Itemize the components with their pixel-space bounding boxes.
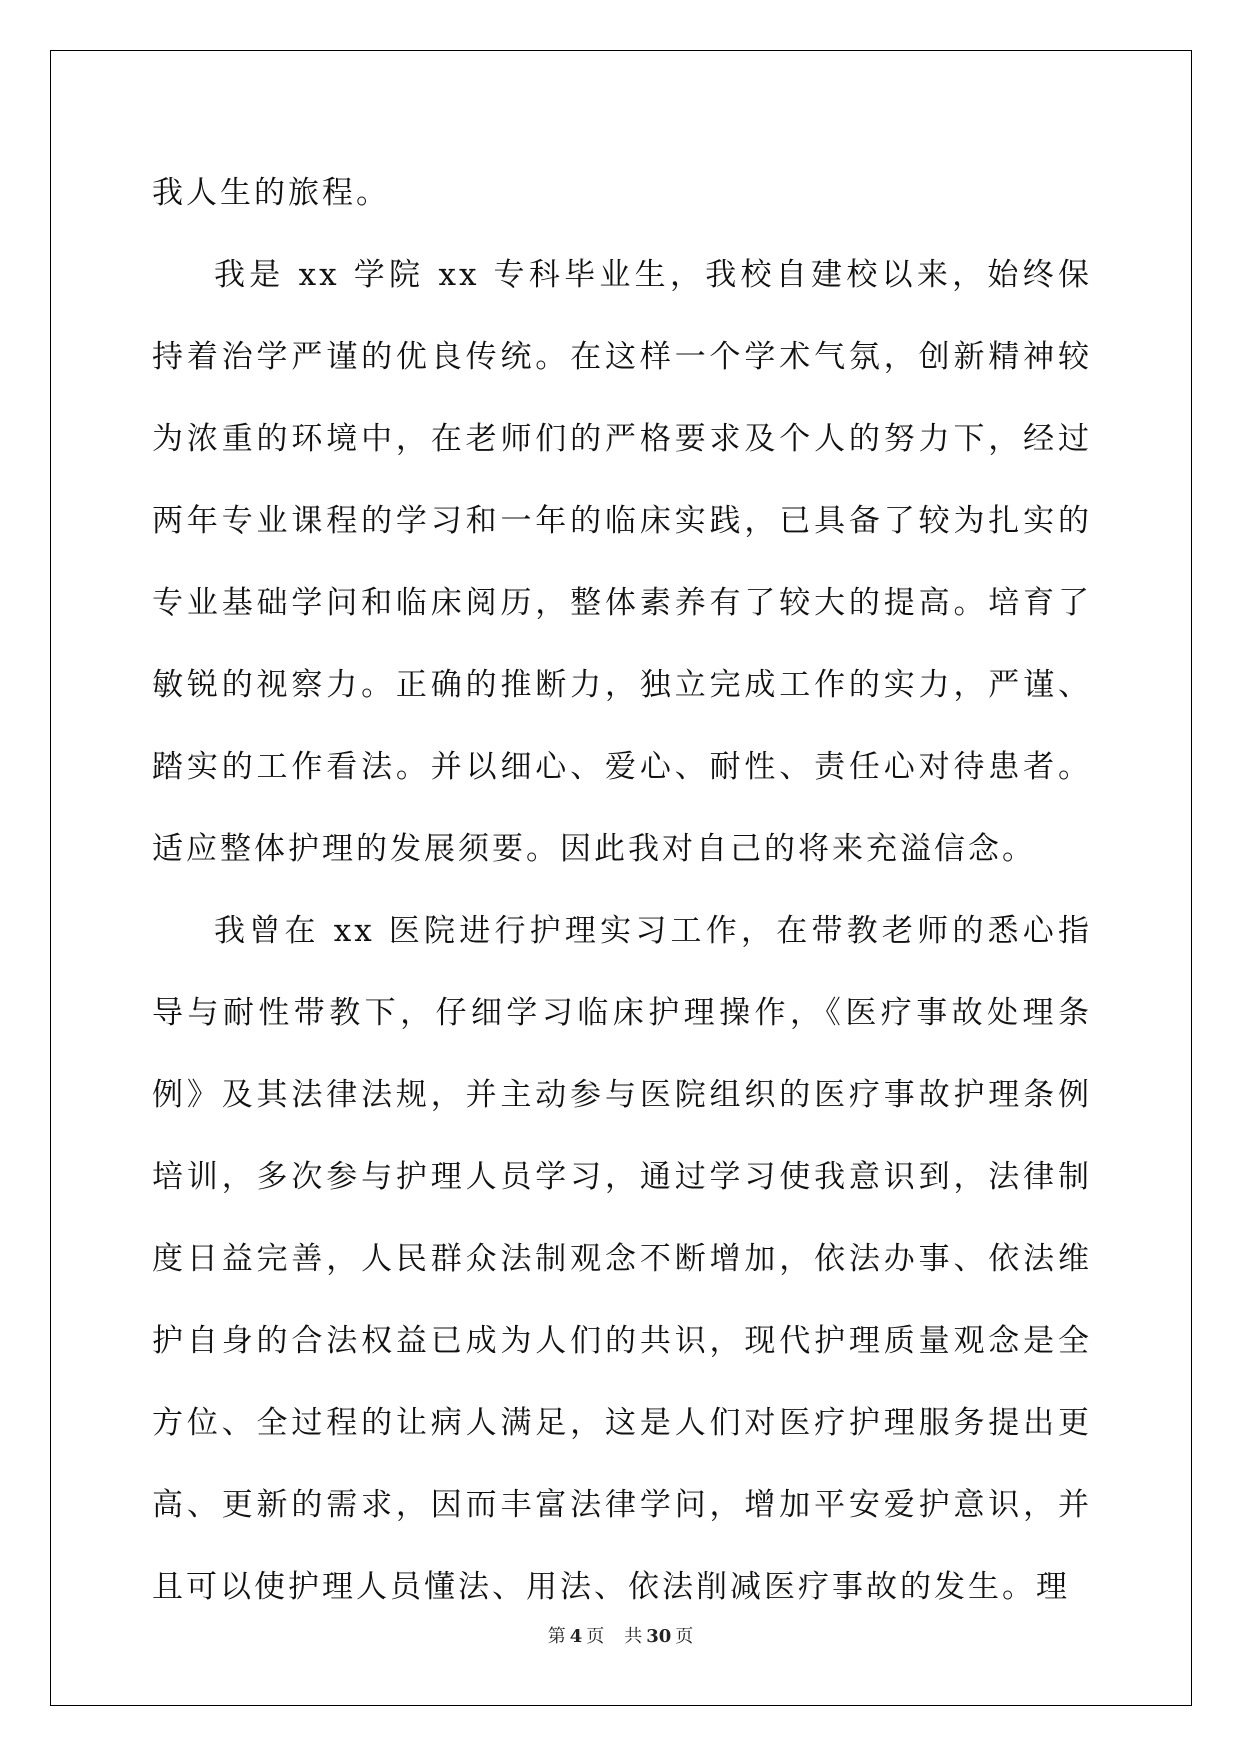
footer-total-prefix: 共 <box>624 1626 643 1647</box>
total-pages: 30 <box>646 1626 672 1647</box>
paragraph-internship: 我曾在 xx 医院进行护理实习工作，在带教老师的悉心指导与耐性带教下，仔细学习临床护理操作，《医疗事故处理条例》及其法律法规，并主动参与医院组织的医疗事故护理条例培训，多次参与护理人员学习，通过学习使我意识到，法律制度日益完善，人民群众法制观念不断增加，依法办事、依法维护自身的合法权益已成为人们的共识，现代护理质量观念是全方位、全过程的让病人满足，这是人们对医疗护理服务提出更高、更新的需求，因而丰富法律学问，增加平安爱护意识，并且可以使护理人员懂法、用法、依法削减医疗事故的发生。理 <box>152 913 1092 1605</box>
footer-page-suffix: 页 <box>586 1626 605 1647</box>
paragraph-education: 我是 xx 学院 xx 专科毕业生，我校自建校以来，始终保持着治学严谨的优良传统。在这样一个学术气氛，创新精神较为浓重的环境中，在老师们的严格要求及个人的努力下，经过两年专业课程的学习和一年的临床实践，已具备了较为扎实的专业基础学问和临床阅历，整体素养有了较大的提高。培育了敏锐的视察力。正确的推断力，独立完成工作的实力，严谨、踏实的工作看法。并以细心、爱心、耐性、责任心对待患者。适应整体护理的发展须要。因此我对自己的将来充溢信念。 <box>152 257 1092 867</box>
page-footer <box>0 1622 1241 1648</box>
footer-total-suffix: 页 <box>675 1626 694 1647</box>
page-number: 4 <box>569 1626 583 1647</box>
footer-prefix: 第 <box>547 1626 566 1647</box>
document-body <box>152 152 1092 1628</box>
paragraph-continuation: 我人生的旅程。 <box>152 175 390 211</box>
